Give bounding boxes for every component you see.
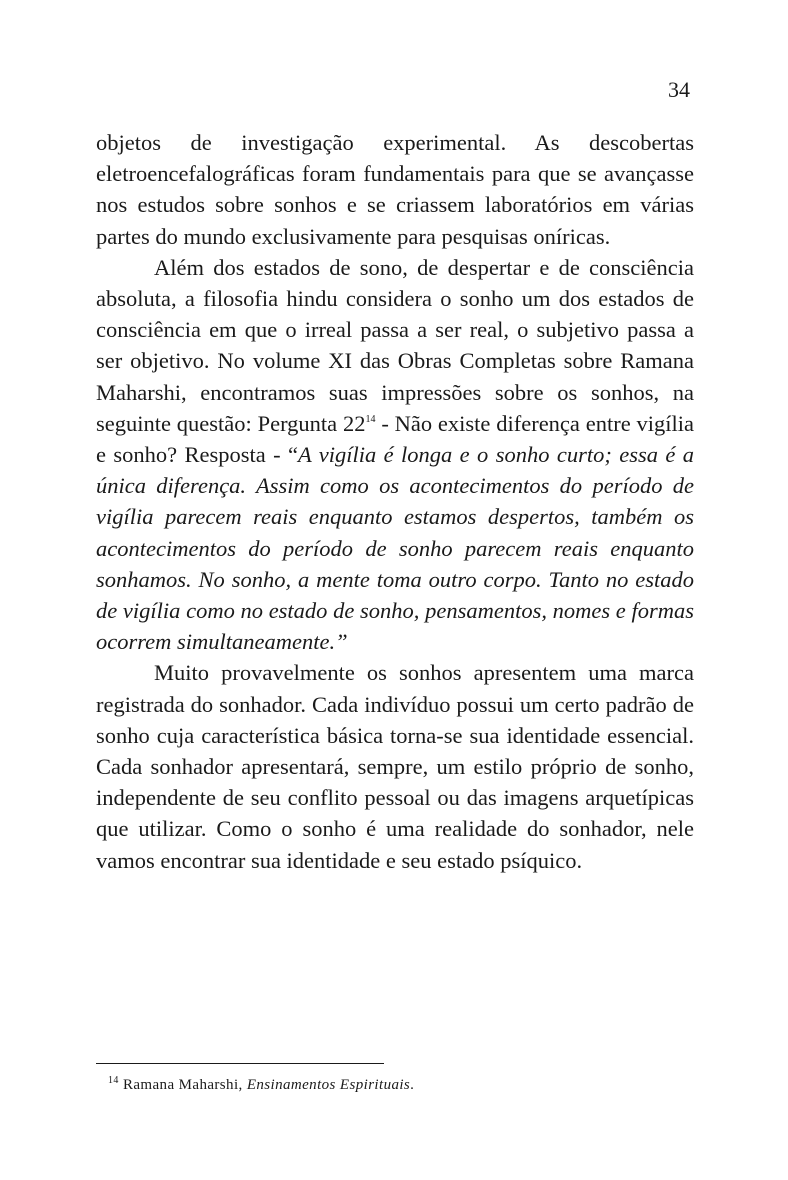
footnote <box>108 1075 414 1095</box>
paragraph-1: objetos de investigação experimental. As descobertas eletroencefalográficas foram fundamentais para que se avançasse nos estudos sobre sonhos e se criassem laboratórios em várias partes do mundo exclusivamente para pesquisas oníricas. <box>96 130 694 249</box>
paragraph-2-quote: A vigília é longa e o sonho curto; essa é a única diferença. Assim como os acontecimentos do período de vigília parecem reais enquanto estamos despertos, também os acontecimentos do período de sonho parecem reais enquanto sonhamos. No sonho, a mente toma outro corpo. Tanto no estado de vigília como no estado de sonho, pensamentos, nomes e formas ocorrem simultaneamente.” <box>96 442 695 655</box>
paragraph-3: Muito provavelmente os sonhos apresentem uma marca registrada do sonhador. Cada indivíduo possui um certo padrão de sonho cuja característica básica torna-se sua identidade essencial. Cada sonhador apresentará, sempre, um estilo próprio de sonho, independente de seu conflito pessoal ou das imagens arquetípicas que utilizar. Como o sonho é uma realidade do sonhador, nele vamos encontrar sua identidade e seu estado psíquico. <box>96 660 694 873</box>
footnote-title: Ensinamentos Espirituais <box>246 1077 411 1093</box>
footnote-reference: 14 <box>365 413 376 425</box>
footnote-divider <box>96 1063 384 1064</box>
footnote-end: . <box>410 1077 415 1093</box>
footnote-number: 14 <box>108 1075 119 1086</box>
paragraph-2 <box>96 252 694 658</box>
paragraph-2-question: - Não existe diferença entre vigília e sonho? Resposta - “ <box>96 410 694 468</box>
body-text <box>96 127 694 876</box>
paragraph-2-text: Além dos estados de sono, de despertar e de consciência absoluta, a filosofia hindu considera o sonho um dos estados de consciência em que o irreal passa a ser real, o subjetivo passa a ser objetivo. No volume XI das Obras Completas sobre Ramana Maharshi, encontramos suas impressões sobre os sonhos, na seguinte questão: Pergunta 22 <box>96 254 694 436</box>
page-number: 34 <box>668 77 690 102</box>
footnote-author: Ramana Maharshi, <box>118 1077 247 1093</box>
